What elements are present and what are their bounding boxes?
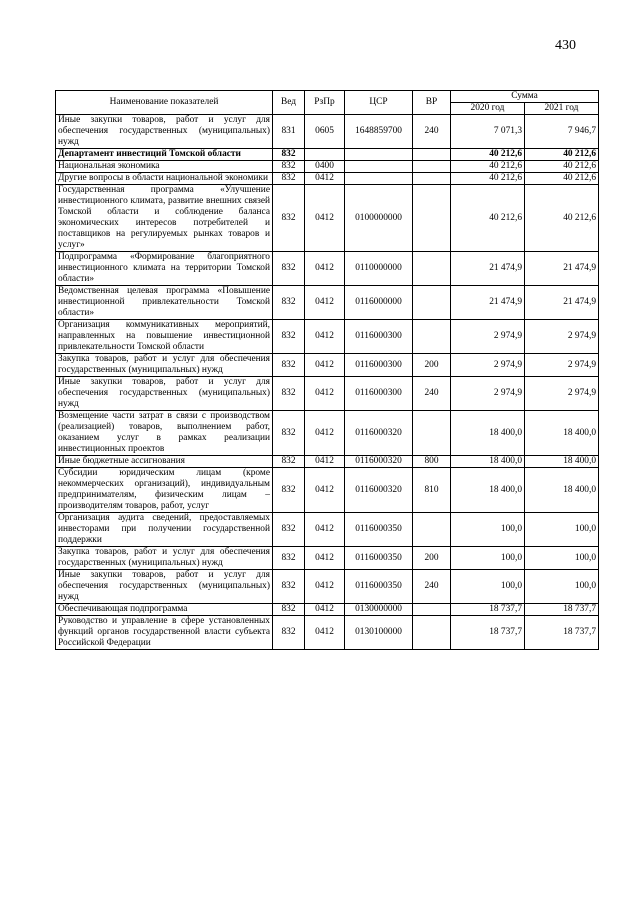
row-sum-2021: 40 212,6 [525, 149, 599, 161]
row-rzpr: 0412 [305, 616, 345, 650]
row-sum-2021: 7 946,7 [525, 115, 599, 149]
row-sum-2021: 40 212,6 [525, 173, 599, 185]
header-vr: ВР [413, 91, 451, 115]
row-csr: 0100000000 [345, 185, 413, 252]
row-vr: 240 [413, 115, 451, 149]
row-sum-2020: 2 974,9 [451, 377, 525, 411]
row-sum-2021: 40 212,6 [525, 161, 599, 173]
row-ved: 832 [273, 320, 305, 354]
row-sum-2020: 7 071,3 [451, 115, 525, 149]
row-ved: 832 [273, 513, 305, 547]
row-rzpr: 0412 [305, 173, 345, 185]
row-vr: 240 [413, 570, 451, 604]
row-rzpr: 0400 [305, 161, 345, 173]
row-sum-2021: 100,0 [525, 547, 599, 570]
row-vr: 810 [413, 468, 451, 513]
row-sum-2021: 2 974,9 [525, 377, 599, 411]
header-2021: 2021 год [525, 103, 599, 115]
row-rzpr: 0605 [305, 115, 345, 149]
header-ved: Вед [273, 91, 305, 115]
row-sum-2020: 18 400,0 [451, 456, 525, 468]
row-sum-2020: 40 212,6 [451, 173, 525, 185]
row-name: Возмещение части затрат в связи с производством (реализацией) товаров, выполнением работ, оказанием услуг в рамках реализации инвестиционных проектов [56, 411, 273, 456]
row-name: Департамент инвестиций Томской области [56, 149, 273, 161]
row-vr [413, 252, 451, 286]
header-2020: 2020 год [451, 103, 525, 115]
row-csr [345, 161, 413, 173]
row-vr: 800 [413, 456, 451, 468]
table-row [56, 604, 599, 616]
row-vr [413, 185, 451, 252]
row-ved: 832 [273, 604, 305, 616]
row-ved: 832 [273, 286, 305, 320]
row-rzpr: 0412 [305, 354, 345, 377]
row-sum-2020: 18 737,7 [451, 616, 525, 650]
row-sum-2020: 18 737,7 [451, 604, 525, 616]
row-vr [413, 616, 451, 650]
row-csr: 0116000320 [345, 411, 413, 456]
row-sum-2021: 18 737,7 [525, 616, 599, 650]
row-csr: 1648859700 [345, 115, 413, 149]
row-ved: 832 [273, 456, 305, 468]
row-sum-2020: 2 974,9 [451, 320, 525, 354]
table-row [56, 115, 599, 149]
row-ved: 832 [273, 616, 305, 650]
row-rzpr: 0412 [305, 185, 345, 252]
row-csr [345, 173, 413, 185]
row-rzpr: 0412 [305, 570, 345, 604]
row-ved: 832 [273, 185, 305, 252]
row-vr [413, 604, 451, 616]
row-sum-2020: 40 212,6 [451, 161, 525, 173]
row-sum-2020: 100,0 [451, 513, 525, 547]
row-sum-2021: 18 400,0 [525, 411, 599, 456]
row-rzpr: 0412 [305, 547, 345, 570]
row-name: Ведомственная целевая программа «Повышение инвестиционной привлекательности Томской области» [56, 286, 273, 320]
row-ved: 832 [273, 354, 305, 377]
row-name: Государственная программа «Улучшение инвестиционного климата, развитие внешних связей Томской области и соблюдение баланса экономических интересов потребителей и поставщиков на регулируемых рынках товаров и услуг» [56, 185, 273, 252]
row-sum-2020: 18 400,0 [451, 411, 525, 456]
budget-table [55, 90, 599, 650]
table-row [56, 185, 599, 252]
row-sum-2020: 18 400,0 [451, 468, 525, 513]
table-row [56, 252, 599, 286]
row-rzpr: 0412 [305, 320, 345, 354]
row-ved: 832 [273, 252, 305, 286]
row-name: Закупка товаров, работ и услуг для обеспечения государственных (муниципальных) нужд [56, 547, 273, 570]
row-sum-2021: 2 974,9 [525, 320, 599, 354]
row-rzpr: 0412 [305, 252, 345, 286]
row-sum-2021: 21 474,9 [525, 252, 599, 286]
header-csr: ЦСР [345, 91, 413, 115]
row-rzpr [305, 149, 345, 161]
page-number: 430 [555, 38, 576, 53]
row-vr: 240 [413, 377, 451, 411]
row-vr: 200 [413, 354, 451, 377]
row-name: Обеспечивающая подпрограмма [56, 604, 273, 616]
table-header [56, 91, 599, 115]
row-csr: 0116000000 [345, 286, 413, 320]
row-name: Иные бюджетные ассигнования [56, 456, 273, 468]
row-ved: 832 [273, 149, 305, 161]
row-vr [413, 411, 451, 456]
row-ved: 831 [273, 115, 305, 149]
row-ved: 832 [273, 377, 305, 411]
row-sum-2021: 18 400,0 [525, 468, 599, 513]
table-row [56, 286, 599, 320]
row-ved: 832 [273, 468, 305, 513]
row-rzpr: 0412 [305, 513, 345, 547]
table-row [56, 411, 599, 456]
row-sum-2020: 21 474,9 [451, 286, 525, 320]
header-sum: Сумма [451, 91, 599, 103]
table-row [56, 513, 599, 547]
row-csr: 0116000300 [345, 377, 413, 411]
row-sum-2020: 2 974,9 [451, 354, 525, 377]
row-sum-2021: 40 212,6 [525, 185, 599, 252]
row-name: Организация аудита сведений, предоставляемых инвесторами при получении государственной поддержки [56, 513, 273, 547]
row-rzpr: 0412 [305, 411, 345, 456]
row-sum-2020: 100,0 [451, 547, 525, 570]
row-name: Закупка товаров, работ и услуг для обеспечения государственных (муниципальных) нужд [56, 354, 273, 377]
row-rzpr: 0412 [305, 468, 345, 513]
row-name: Руководство и управление в сфере установленных функций органов государственной власти субъекта Российской Федерации [56, 616, 273, 650]
row-name: Национальная экономика [56, 161, 273, 173]
row-csr: 0116000320 [345, 468, 413, 513]
row-name: Иные закупки товаров, работ и услуг для обеспечения государственных (муниципальных) нужд [56, 570, 273, 604]
row-csr: 0116000320 [345, 456, 413, 468]
table-row [56, 149, 599, 161]
row-ved: 832 [273, 161, 305, 173]
row-vr [413, 513, 451, 547]
table-body [56, 115, 599, 650]
table-row [56, 547, 599, 570]
row-name: Другие вопросы в области национальной экономики [56, 173, 273, 185]
row-name: Организация коммуникативных мероприятий, направленных на повышение инвестиционной привлекательности Томской области [56, 320, 273, 354]
row-vr [413, 173, 451, 185]
row-sum-2021: 18 737,7 [525, 604, 599, 616]
row-sum-2020: 21 474,9 [451, 252, 525, 286]
row-csr: 0130100000 [345, 616, 413, 650]
row-csr: 0116000300 [345, 354, 413, 377]
row-vr: 200 [413, 547, 451, 570]
table-row [56, 377, 599, 411]
table-row [56, 570, 599, 604]
row-csr: 0110000000 [345, 252, 413, 286]
table-row [56, 354, 599, 377]
row-sum-2021: 2 974,9 [525, 354, 599, 377]
header-rzpr: РзПр [305, 91, 345, 115]
row-name: Иные закупки товаров, работ и услуг для обеспечения государственных (муниципальных) нужд [56, 377, 273, 411]
row-ved: 832 [273, 570, 305, 604]
row-vr [413, 286, 451, 320]
row-vr [413, 320, 451, 354]
row-csr: 0116000300 [345, 320, 413, 354]
row-sum-2020: 100,0 [451, 570, 525, 604]
row-sum-2020: 40 212,6 [451, 185, 525, 252]
row-ved: 832 [273, 411, 305, 456]
row-csr: 0130000000 [345, 604, 413, 616]
table-row [56, 161, 599, 173]
row-ved: 832 [273, 173, 305, 185]
table-row [56, 456, 599, 468]
row-rzpr: 0412 [305, 604, 345, 616]
row-ved: 832 [273, 547, 305, 570]
row-name: Иные закупки товаров, работ и услуг для обеспечения государственных (муниципальных) нужд [56, 115, 273, 149]
row-sum-2021: 21 474,9 [525, 286, 599, 320]
row-sum-2020: 40 212,6 [451, 149, 525, 161]
row-csr: 0116000350 [345, 570, 413, 604]
table-row [56, 320, 599, 354]
row-sum-2021: 18 400,0 [525, 456, 599, 468]
row-rzpr: 0412 [305, 286, 345, 320]
row-csr: 0116000350 [345, 513, 413, 547]
row-sum-2021: 100,0 [525, 570, 599, 604]
row-name: Подпрограмма «Формирование благоприятного инвестиционного климата на территории Томской области» [56, 252, 273, 286]
table-row [56, 468, 599, 513]
table-row [56, 173, 599, 185]
row-name: Субсидии юридическим лицам (кроме некоммерческих организаций), индивидуальным предпринимателям, физическим лицам – производителям товаров, работ, услуг [56, 468, 273, 513]
row-csr [345, 149, 413, 161]
row-vr [413, 149, 451, 161]
header-name: Наименование показателей [56, 91, 273, 115]
row-sum-2021: 100,0 [525, 513, 599, 547]
row-vr [413, 161, 451, 173]
table-row [56, 616, 599, 650]
row-rzpr: 0412 [305, 456, 345, 468]
row-rzpr: 0412 [305, 377, 345, 411]
row-csr: 0116000350 [345, 547, 413, 570]
